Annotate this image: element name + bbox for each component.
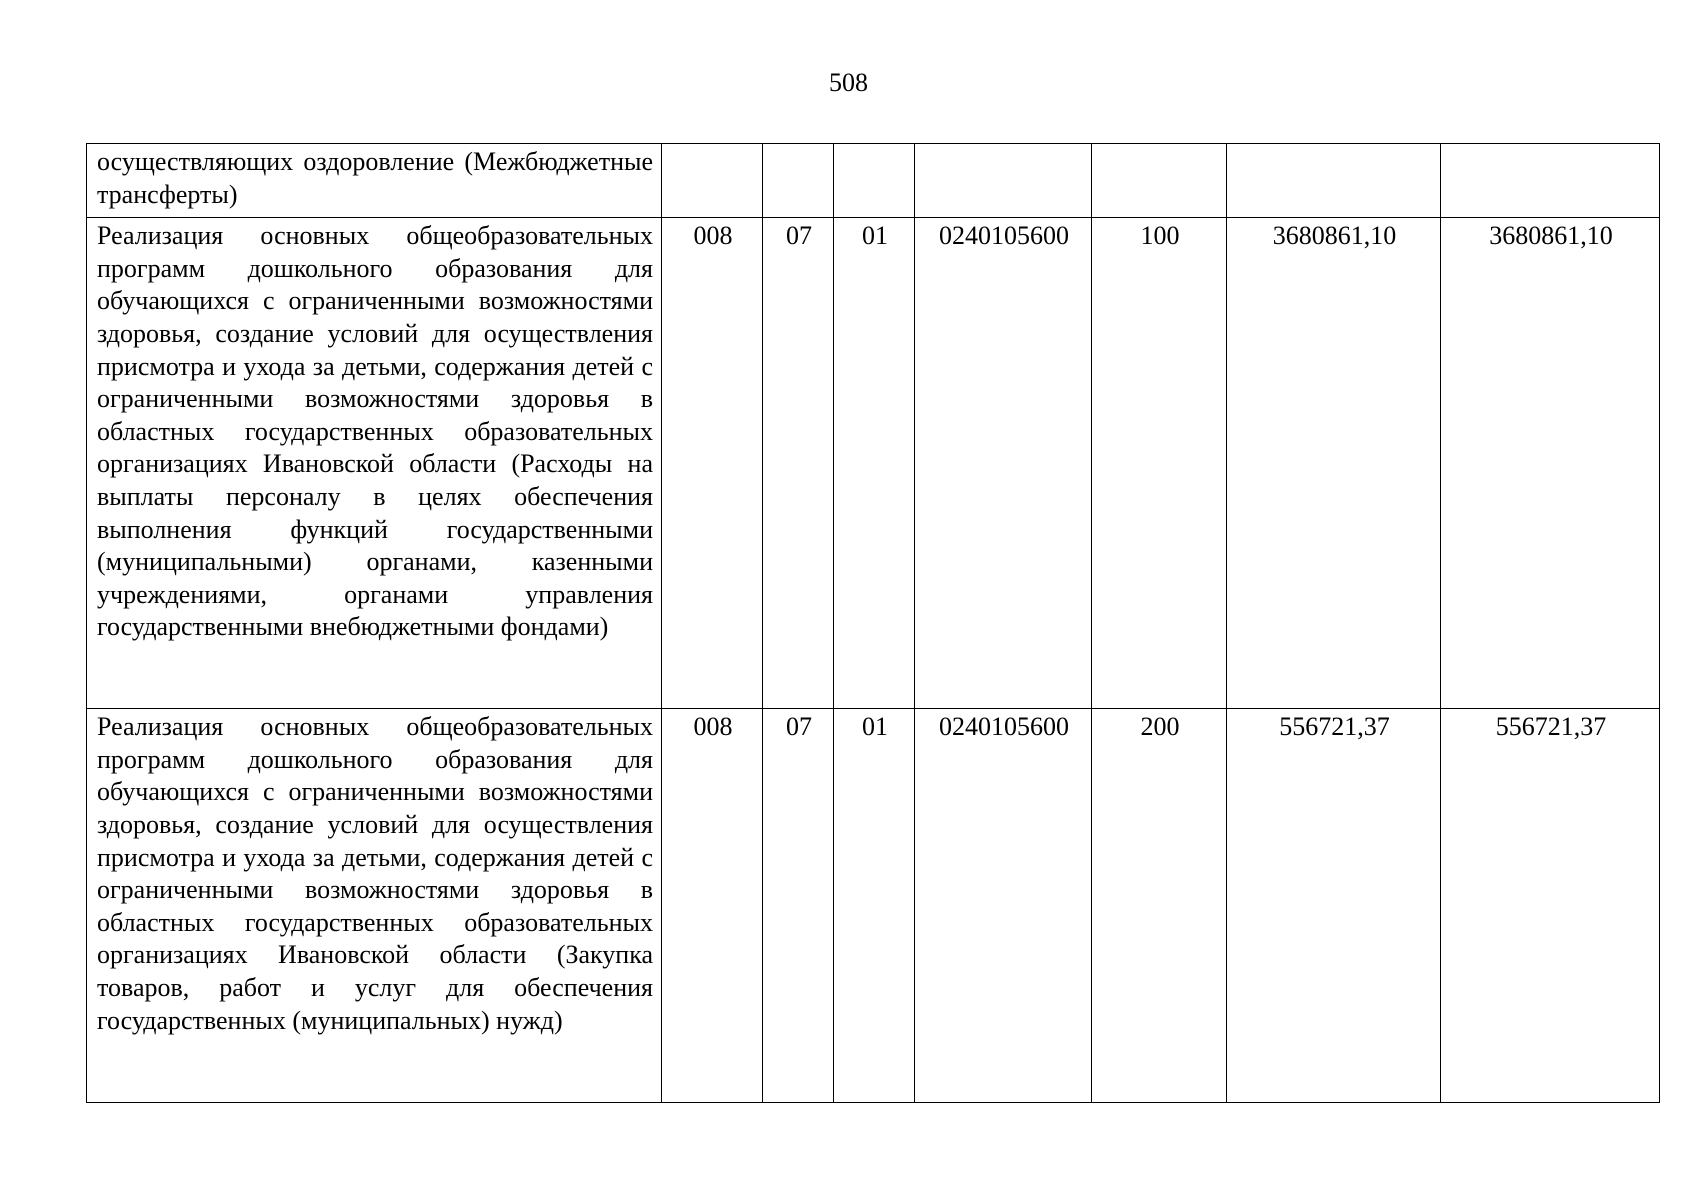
row-section-code bbox=[763, 144, 834, 218]
row-expense-type: 100 bbox=[1092, 218, 1227, 709]
row-ministry-code bbox=[662, 144, 763, 218]
table-row bbox=[87, 218, 1660, 709]
row-subsection-code: 01 bbox=[834, 218, 915, 709]
row-amount-1: 3680861,10 bbox=[1227, 218, 1441, 709]
row-amount-2 bbox=[1441, 144, 1660, 218]
row-amount-2: 3680861,10 bbox=[1441, 218, 1660, 709]
row-section-code: 07 bbox=[763, 709, 834, 1103]
page-number: 508 bbox=[829, 68, 868, 97]
row-amount-1 bbox=[1227, 144, 1441, 218]
row-target-article: 0240105600 bbox=[915, 218, 1092, 709]
table-row bbox=[87, 709, 1660, 1103]
row-ministry-code: 008 bbox=[662, 709, 763, 1103]
row-description: осуществляющих оздоровление (Межбюджетные трансферты) bbox=[87, 144, 662, 218]
row-expense-type: 200 bbox=[1092, 709, 1227, 1103]
table-row bbox=[87, 144, 1660, 218]
row-expense-type bbox=[1092, 144, 1227, 218]
budget-table bbox=[86, 143, 1660, 1103]
row-target-article bbox=[915, 144, 1092, 218]
row-description: Реализация основных общеобразовательных программ дошкольного образования для обучающихся с ограниченными возможностями здоровья, создание условий для осуществления присмотра и ухода за детьми, содержания детей с ограниченными возможностями здоровья в областных государственных образовательных организациях Ивановской области (Расходы на выплаты персоналу в целях обеспечения выполнения функций государственными (муниципальными) органами, казенными учреждениями, органами управления государственными внебюджетными фондами) bbox=[87, 218, 662, 709]
row-amount-2: 556721,37 bbox=[1441, 709, 1660, 1103]
row-subsection-code bbox=[834, 144, 915, 218]
row-section-code: 07 bbox=[763, 218, 834, 709]
row-amount-1: 556721,37 bbox=[1227, 709, 1441, 1103]
row-ministry-code: 008 bbox=[662, 218, 763, 709]
row-target-article: 0240105600 bbox=[915, 709, 1092, 1103]
row-subsection-code: 01 bbox=[834, 709, 915, 1103]
row-description: Реализация основных общеобразовательных программ дошкольного образования для обучающихся с ограниченными возможностями здоровья, создание условий для осуществления присмотра и ухода за детьми, содержания детей с ограниченными возможностями здоровья в областных государственных образовательных организациях Ивановской области (Закупка товаров, работ и услуг для обеспечения государственных (муниципальных) нужд) bbox=[87, 709, 662, 1103]
